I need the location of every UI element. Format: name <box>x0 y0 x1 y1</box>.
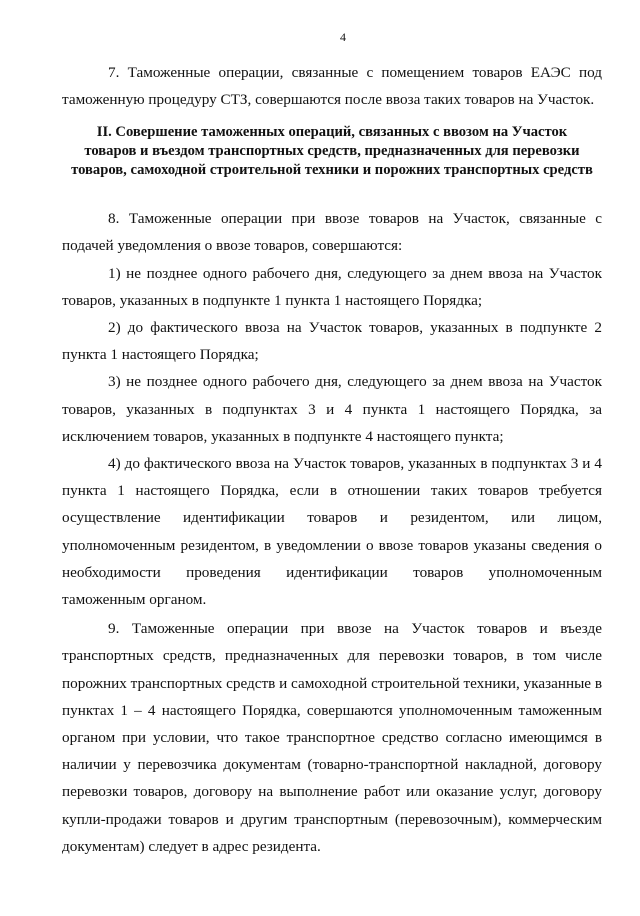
paragraph-8-item-3: 3) не позднее одного рабочего дня, следующего за днем ввоза на Участок товаров, указанных в подпунктах 3 и 4 пункта 1 настоящего Порядка, за исключением товаров, указанных в подпункте 4 настоящего пункта; <box>62 373 602 445</box>
paragraph-8-item-2: 2) до фактического ввоза на Участок товаров, указанных в подпункте 2 пункта 1 настоящего Порядка; <box>62 319 602 364</box>
paragraph-7: 7. Таможенные операции, связанные с помещением товаров ЕАЭС под таможенную процедуру СТЗ, совершаются после ввоза таких товаров на Участок. <box>62 64 602 109</box>
paragraph-8-item-1: 1) не позднее одного рабочего дня, следующего за днем ввоза на Участок товаров, указанных в подпункте 1 пункта 1 настоящего Порядка; <box>62 264 602 309</box>
paragraph-9: 9. Таможенные операции при ввозе на Участок товаров и въезде транспортных средств, предназначенных для перевозки товаров, в том числе порожних транспортных средств и самоходной строительной техники, указанные в пунктах 1 – 4 настоящего Порядка, совершаются уполномоченным таможенным органом при условии, что такое транспортное средство согласно имеющимся в наличии у перевозчика документам (товарно-транспортной накладной, договору перевозки товаров, договору на выполнение работ или оказание услуг, договору купли-продажи товаров и другим транспортным (перевозочным), коммерческим документам) следует в адрес резидента. <box>62 620 603 855</box>
section-heading: II. Совершение таможенных операций, связанных с ввозом на Участок товаров и въездом транспортных средств, предназначенных для перевозки товаров, самоходной строительной техники и порожних транспортных средств <box>71 124 593 178</box>
page-number: 4 <box>340 30 346 44</box>
paragraph-8: 8. Таможенные операции при ввозе товаров на Участок, связанные с подачей уведомления о ввозе товаров, совершаются: <box>62 210 602 255</box>
paragraph-8-item-4: 4) до фактического ввоза на Участок товаров, указанных в подпунктах 3 и 4 пункта 1 настоящего Порядка, если в отношении таких товаров требуется осуществление идентификации товаров и резидентом, или лицом, уполномоченным резидентом, в уведомлении о ввозе товаров указаны сведения о необходимости проведения идентификации товаров уполномоченным таможенным органом. <box>62 455 602 609</box>
